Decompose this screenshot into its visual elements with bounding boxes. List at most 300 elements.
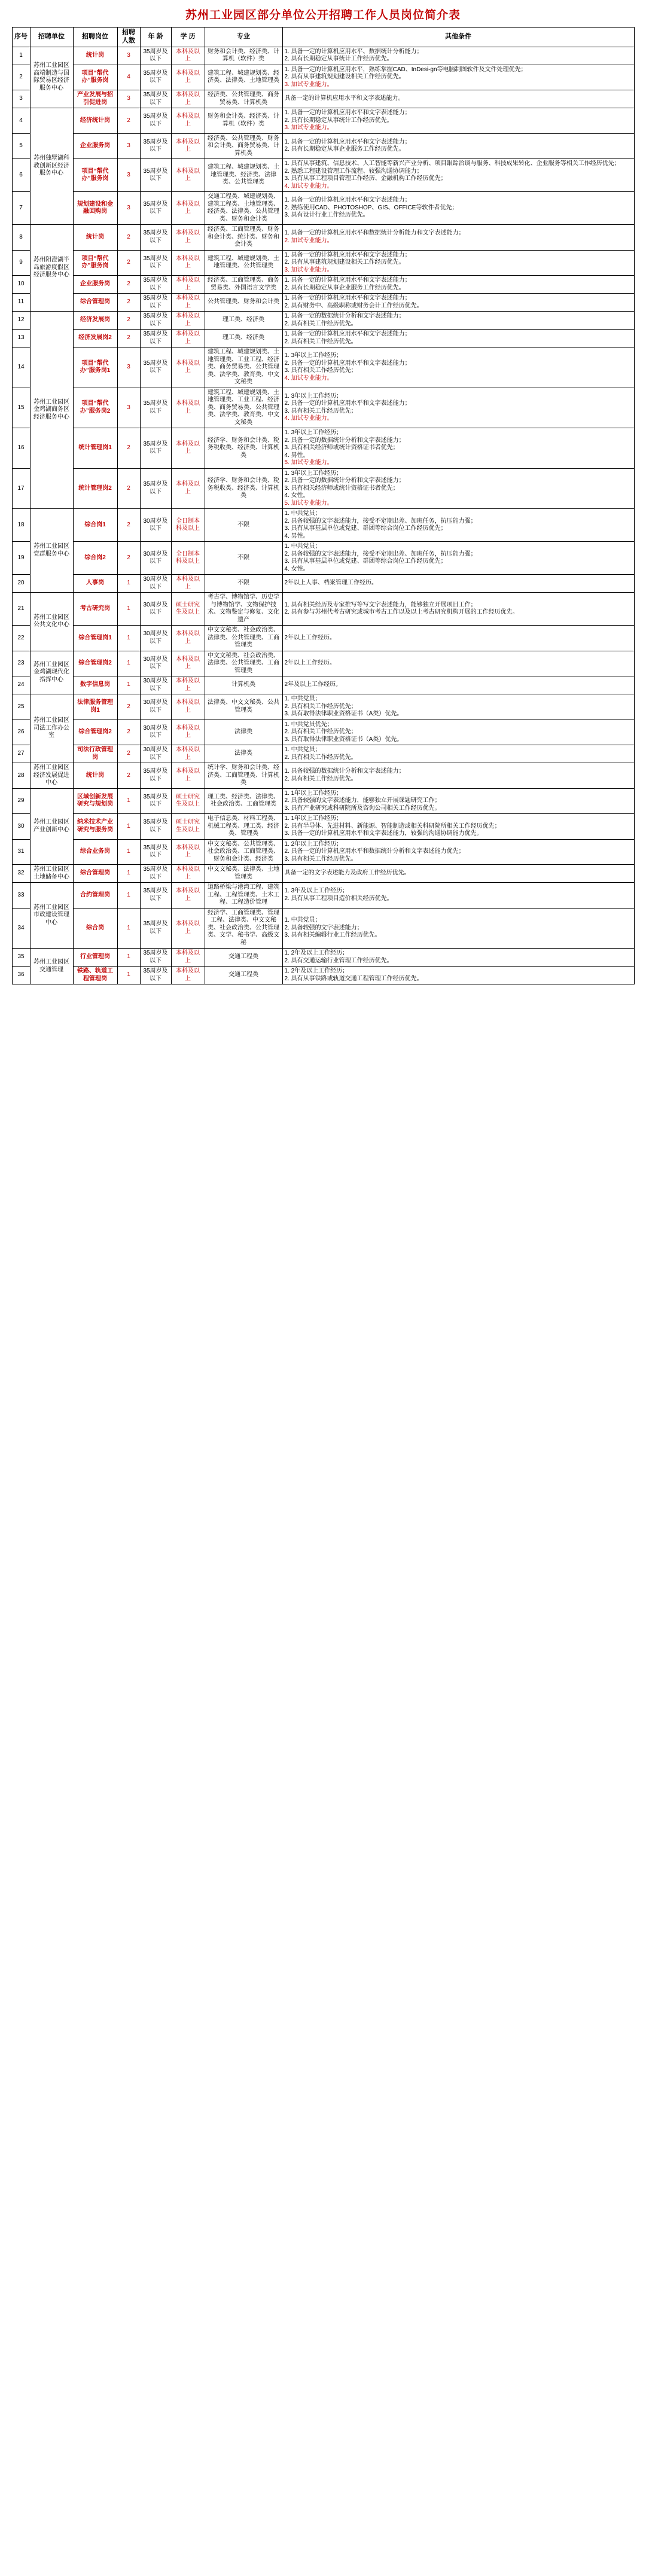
condition-line: 1. 中共党员； [284, 696, 321, 702]
job-positions-table [12, 27, 635, 984]
condition-line: 1. 具备一定的计算机应用水平和文字表述能力； [284, 197, 411, 204]
condition-line: 1. 具备一定的计算机应用水平和文字表述能力； [284, 295, 411, 301]
cell-age: 30周岁及以下 [140, 720, 171, 745]
cell-unit: 苏州工业园区市政建设管理中心 [30, 883, 73, 949]
condition-line: 2. 具有从事工程项目造价相关经历优先。 [284, 895, 393, 902]
cell-age: 35周岁及以下 [140, 839, 171, 865]
condition-line: 1. 3年以上工作经历； [284, 470, 343, 477]
cell-age: 35周岁及以下 [140, 967, 171, 984]
cell-post: 综合管理岗2 [73, 651, 117, 676]
condition-line: 2. 具有长期稳定从事企业服务工作经历优先。 [284, 284, 405, 291]
cell-post: 综合管理岗2 [73, 720, 117, 745]
condition-line: 1. 具备一定的计算机应用水平和文字表述能力； [284, 331, 411, 337]
condition-line: 1. 中共党员； [284, 917, 321, 923]
cell-age: 35周岁及以下 [140, 788, 171, 814]
cell-other-conditions [282, 468, 634, 509]
table-row [12, 676, 634, 694]
table-row [12, 745, 634, 763]
cell-post: 综合岗2 [73, 542, 117, 575]
cell-unit: 苏州工业园区党群服务中心 [30, 509, 73, 593]
cell-other-conditions [282, 883, 634, 909]
cell-post: 考古研究岗 [73, 593, 117, 626]
table-row [12, 388, 634, 428]
cell-age: 30周岁及以下 [140, 651, 171, 676]
cell-age: 35周岁及以下 [140, 192, 171, 225]
condition-line: 2. 具备较强的文字表述能力，接受不定期出差、加班任务，抗压能力强； [284, 550, 477, 557]
cell-num: 1 [117, 651, 140, 676]
cell-num: 2 [117, 108, 140, 134]
cell-num: 1 [117, 593, 140, 626]
cell-major: 建筑工程、城建规划类、土地管理类、公共管理类 [205, 250, 282, 276]
cell-num: 1 [117, 575, 140, 593]
cell-age: 35周岁及以下 [140, 90, 171, 108]
cell-major: 理工类、经济类 [205, 312, 282, 330]
table-row [12, 108, 634, 134]
cell-education: 本科及以上 [171, 745, 205, 763]
cell-seq: 4 [12, 108, 30, 134]
condition-line: 2. 具有相关工作经历优先； [284, 728, 357, 735]
cell-other-conditions [282, 312, 634, 330]
cell-seq: 16 [12, 428, 30, 469]
cell-age: 35周岁及以下 [140, 330, 171, 347]
cell-education: 本科及以上 [171, 225, 205, 251]
cell-post: 综合管理岗 [73, 294, 117, 312]
cell-seq: 17 [12, 468, 30, 509]
cell-num: 2 [117, 250, 140, 276]
condition-line: 2. 具有长期稳定从事统计工作经历优先。 [284, 56, 393, 62]
cell-num: 3 [117, 47, 140, 65]
cell-other-conditions [282, 814, 634, 840]
condition-line: 2. 熟练使用CAD、PHOTOSHOP、GIS、OFFICE等软件者优先； [284, 204, 458, 211]
condition-line: 2. 具有从事建筑规划建设相关工作经历优先。 [284, 74, 405, 80]
cell-major: 建筑工程、城建规划类、土地管理类、工业工程、经济类、商务贸易类、公共管理类、法学类、教育类、中文文秘类 [205, 388, 282, 428]
cell-num: 3 [117, 192, 140, 225]
table-header [12, 28, 634, 47]
cell-major: 不限 [205, 575, 282, 593]
condition-line: 1. 2年及以上工作经历； [284, 950, 349, 956]
cell-post: 经济统计岗 [73, 108, 117, 134]
table-row [12, 294, 634, 312]
cell-post: 项目“帮代办”服务岗1 [73, 347, 117, 388]
table-row [12, 883, 634, 909]
condition-line: 2. 具有长期稳定从事统计工作经历优先。 [284, 117, 393, 124]
cell-education: 本科及以上 [171, 312, 205, 330]
cell-seq: 2 [12, 65, 30, 90]
cell-major: 中文文秘类、法律类、土地管理类 [205, 865, 282, 883]
table-row [12, 276, 634, 294]
table-row [12, 908, 634, 949]
cell-education: 本科及以上 [171, 676, 205, 694]
cell-education: 本科及以上 [171, 294, 205, 312]
cell-major: 建筑工程、城建规划类、土地管理类、工业工程、经济类、商务贸易类、公共管理类、法学类、教育类、中文文秘类 [205, 347, 282, 388]
cell-seq: 19 [12, 542, 30, 575]
cell-num: 2 [117, 225, 140, 251]
condition-line: 2. 具有财务中、高级职称或财务会计工作经历优先。 [284, 302, 423, 309]
table-row [12, 65, 634, 90]
header-num: 招聘人数 [117, 28, 140, 47]
cell-age: 35周岁及以下 [140, 133, 171, 159]
cell-num: 2 [117, 312, 140, 330]
cell-education: 本科及以上 [171, 276, 205, 294]
table-row [12, 468, 634, 509]
condition-line: 2年以上人事、档案管理工作经历。 [284, 580, 378, 587]
cell-unit: 苏州独墅湖科教创新区经济服务中心 [30, 108, 73, 225]
condition-line: 具备一定的文字表述能力及政府工作经历优先。 [284, 870, 410, 877]
condition-line: 4. 女性。 [284, 492, 309, 499]
table-row [12, 312, 634, 330]
cell-other-conditions [282, 347, 634, 388]
cell-post: 产业发展与招引促进岗 [73, 90, 117, 108]
table-row [12, 192, 634, 225]
table-row [12, 651, 634, 676]
cell-age: 35周岁及以下 [140, 250, 171, 276]
cell-seq: 21 [12, 593, 30, 626]
cell-other-conditions [282, 428, 634, 469]
condition-line: 2. 具有相关工作经历优先； [284, 703, 357, 710]
cell-other-conditions [282, 839, 634, 865]
cell-major: 财务和会计类、经济类、计算机（软件）类 [205, 108, 282, 134]
table-row [12, 694, 634, 720]
cell-age: 35周岁及以下 [140, 159, 171, 192]
cell-other-conditions [282, 225, 634, 251]
cell-major: 交通工程类、城建规划类、建筑工程类、土地管理类、经济类、法律类、公共管理类、财务和会计类 [205, 192, 282, 225]
cell-education: 本科及以上 [171, 47, 205, 65]
cell-seq: 15 [12, 388, 30, 428]
cell-major: 中文文秘类、社会政治类、法律类、公共管理类、工商管理类 [205, 626, 282, 651]
table-row [12, 330, 634, 347]
cell-age: 30周岁及以下 [140, 575, 171, 593]
cell-age: 35周岁及以下 [140, 763, 171, 789]
table-row [12, 788, 634, 814]
cell-age: 30周岁及以下 [140, 694, 171, 720]
cell-seq: 35 [12, 949, 30, 967]
cell-post: 综合岗 [73, 908, 117, 949]
cell-age: 35周岁及以下 [140, 468, 171, 509]
cell-major: 中文文秘类、社会政治类、法律类、公共管理类、工商管理类 [205, 651, 282, 676]
cell-num: 3 [117, 347, 140, 388]
cell-other-conditions [282, 294, 634, 312]
cell-seq: 14 [12, 347, 30, 388]
table-row [12, 763, 634, 789]
condition-line: 3. 具有设计行业工作经历优先。 [284, 212, 369, 219]
cell-seq: 36 [12, 967, 30, 984]
condition-line: 4. 女性。 [284, 565, 309, 572]
cell-unit: 苏州工业园区金鸡湖现代化指挥中心 [30, 651, 73, 694]
cell-age: 35周岁及以下 [140, 225, 171, 251]
cell-num: 2 [117, 745, 140, 763]
condition-line: 1. 具有相关经历及专家推写等写文字表述能力，能够独立开展项目工作； [284, 601, 477, 608]
cell-num: 3 [117, 159, 140, 192]
cell-other-conditions [282, 90, 634, 108]
condition-line: 1. 1年以上工作经历； [284, 789, 343, 797]
cell-other-conditions [282, 865, 634, 883]
condition-line: 1. 具备一定的计算机应用水平和文字表述能力； [284, 138, 411, 145]
cell-education: 本科及以上 [171, 330, 205, 347]
cell-post: 统计管理岗2 [73, 468, 117, 509]
table-row [12, 47, 634, 65]
cell-num: 1 [117, 908, 140, 949]
cell-age: 30周岁及以下 [140, 509, 171, 542]
condition-line: 2年以上工作经历。 [284, 660, 336, 666]
header-row [12, 28, 634, 47]
condition-line: 1. 3年以上工作经历； [284, 352, 343, 359]
cell-seq: 11 [12, 294, 30, 312]
condition-line: 4. 加试专业能力。 [284, 415, 333, 422]
cell-other-conditions [282, 788, 634, 814]
table-row [12, 593, 634, 626]
condition-line: 2. 具有从事建筑规划建设相关工作经历优先。 [284, 259, 405, 266]
cell-seq: 24 [12, 676, 30, 694]
cell-age: 35周岁及以下 [140, 428, 171, 469]
condition-line: 4. 男性。 [284, 452, 309, 459]
cell-education: 本科及以上 [171, 651, 205, 676]
cell-num: 1 [117, 676, 140, 694]
condition-line: 4. 加试专业能力。 [284, 182, 333, 190]
cell-other-conditions [282, 575, 634, 593]
table-row [12, 720, 634, 745]
cell-age: 35周岁及以下 [140, 65, 171, 90]
condition-line: 2. 具备一定的数据统计分析和文字表述能力； [284, 437, 405, 444]
cell-other-conditions [282, 330, 634, 347]
cell-post: 规划建设和金融回购岗 [73, 192, 117, 225]
cell-education: 本科及以上 [171, 133, 205, 159]
condition-line: 2年及以上工作经历。 [284, 681, 342, 688]
cell-post: 区域创新发展研究与规划岗 [73, 788, 117, 814]
condition-line: 2. 具备一定的计算机应用水平和文字表述能力； [284, 359, 411, 367]
cell-num: 3 [117, 388, 140, 428]
table-row [12, 575, 634, 593]
cell-education: 本科及以上 [171, 388, 205, 428]
cell-post: 项目“帮代办”服务岗 [73, 159, 117, 192]
cell-num: 1 [117, 626, 140, 651]
cell-post: 综合管理岗1 [73, 626, 117, 651]
header-edu: 学 历 [171, 28, 205, 47]
cell-age: 30周岁及以下 [140, 676, 171, 694]
cell-major: 建筑工程、城建规划类、经济类、法律类、土地管理类 [205, 65, 282, 90]
cell-unit: 苏州工业园区经济发展促进中心 [30, 763, 73, 789]
cell-major: 建筑工程、城建规划类、土地管理类、经济类、法律类、公共管理类 [205, 159, 282, 192]
cell-education: 本科及以上 [171, 90, 205, 108]
cell-seq: 3 [12, 90, 30, 108]
table-row [12, 865, 634, 883]
cell-seq: 7 [12, 192, 30, 225]
cell-unit: 苏州工业园区金鸡湖商务区经济服务中心 [30, 312, 73, 509]
cell-post: 行业管理岗 [73, 949, 117, 967]
cell-post: 经济发展岗 [73, 312, 117, 330]
cell-num: 2 [117, 694, 140, 720]
cell-post: 司法行政管理岗 [73, 745, 117, 763]
cell-seq: 25 [12, 694, 30, 720]
cell-seq: 29 [12, 788, 30, 814]
condition-line: 4. 加试专业能力。 [284, 374, 333, 382]
cell-other-conditions [282, 192, 634, 225]
condition-line: 1. 具备一定的数据统计分析和文字表述能力； [284, 313, 405, 319]
cell-major: 经济学、工商管理类、管理工程、法律类、中文文秘类、社会政治类、公共管理类、文学、秘书学、高级文秘 [205, 908, 282, 949]
cell-major: 道路桥梁与港湾工程、建筑工程、工程管理类、土木工程、工程造价管理 [205, 883, 282, 909]
condition-line: 2年以上工作经历。 [284, 634, 336, 641]
condition-line: 3. 加试专业能力。 [284, 81, 333, 88]
cell-seq: 20 [12, 575, 30, 593]
cell-num: 1 [117, 814, 140, 840]
cell-age: 35周岁及以下 [140, 294, 171, 312]
cell-major: 经济学、财务和会计类、税务税收类、经济类、计算机类 [205, 468, 282, 509]
condition-line: 1. 具备一定的计算机应用水平和数据统计分析能力和文字表述能力； [284, 230, 465, 237]
cell-other-conditions [282, 133, 634, 159]
cell-post: 统计岗 [73, 47, 117, 65]
cell-num: 2 [117, 542, 140, 575]
cell-post: 综合业务岗 [73, 839, 117, 865]
cell-age: 35周岁及以下 [140, 949, 171, 967]
cell-age: 35周岁及以下 [140, 347, 171, 388]
cell-education: 本科及以上 [171, 883, 205, 909]
cell-education: 硕士研究生及以上 [171, 814, 205, 840]
cell-education: 本科及以上 [171, 159, 205, 192]
condition-line: 2. 具有相关工作经历优先。 [284, 754, 357, 761]
cell-seq: 6 [12, 159, 30, 192]
cell-education: 本科及以上 [171, 967, 205, 984]
cell-education: 本科及以上 [171, 347, 205, 388]
cell-education: 本科及以上 [171, 949, 205, 967]
cell-age: 35周岁及以下 [140, 312, 171, 330]
cell-num: 2 [117, 330, 140, 347]
condition-line: 4. 男性。 [284, 532, 309, 539]
condition-line: 1. 中共党员； [284, 746, 321, 753]
condition-line: 1. 具备一定的计算机应用水平、数据统计分析能力； [284, 48, 423, 55]
condition-line: 2. 具有相关工作经历优先。 [284, 320, 357, 327]
header-post: 招聘岗位 [73, 28, 117, 47]
cell-post: 项目“帮代办”服务岗 [73, 250, 117, 276]
cell-num: 3 [117, 133, 140, 159]
cell-age: 30周岁及以下 [140, 542, 171, 575]
cell-other-conditions [282, 159, 634, 192]
condition-line: 2. 具有长期稳定从事企业服务工作经历优先。 [284, 146, 405, 153]
table-row [12, 90, 634, 108]
condition-line: 具备一定的计算机应用水平和文字表述能力。 [284, 95, 404, 102]
condition-line: 5. 加试专业能力。 [284, 459, 333, 466]
header-other: 其他条件 [282, 28, 634, 47]
condition-line: 1. 1年以上工作经历； [284, 815, 343, 822]
cell-age: 35周岁及以下 [140, 814, 171, 840]
cell-post: 人事岗 [73, 575, 117, 593]
cell-num: 2 [117, 428, 140, 469]
cell-major: 交通工程类 [205, 967, 282, 984]
cell-num: 1 [117, 967, 140, 984]
cell-num: 2 [117, 720, 140, 745]
cell-other-conditions [282, 967, 634, 984]
cell-education: 本科及以上 [171, 626, 205, 651]
cell-seq: 18 [12, 509, 30, 542]
cell-major: 财务和会计类、经济类、计算机（软件）类 [205, 47, 282, 65]
cell-other-conditions [282, 626, 634, 651]
condition-line: 3. 具有相关工作经历优先； [284, 407, 357, 414]
table-row [12, 814, 634, 840]
cell-other-conditions [282, 276, 634, 294]
condition-line: 1. 具备一定的计算机应用水平，熟练掌握CAD、InDesi-gn等电脑制图软件及文件处理优先； [284, 66, 527, 73]
condition-line: 3. 加试专业能力。 [284, 266, 333, 273]
cell-education: 本科及以上 [171, 720, 205, 745]
cell-education: 本科及以上 [171, 108, 205, 134]
table-row [12, 542, 634, 575]
condition-line: 1. 中共党员； [284, 510, 321, 517]
header-major: 专业 [205, 28, 282, 47]
cell-major: 经济类、公共管理类、财务和会计类、商务贸易类、计算机类 [205, 133, 282, 159]
cell-post: 合约管理岗 [73, 883, 117, 909]
condition-line: 3. 具有从事基层单位或党建、群团等综合岗位工作经历优先； [284, 525, 447, 532]
header-seq: 序号 [12, 28, 30, 47]
condition-line: 1. 具有从事建筑、信息技术、人工智能等新兴产业分析、项目跟踪洽谈与服务、科技成果转化、企业服务等相关工作经历优先； [284, 160, 620, 167]
cell-age: 30周岁及以下 [140, 745, 171, 763]
cell-major: 计算机类 [205, 676, 282, 694]
condition-line: 2. 具备一定的计算机应用水平和文字表述能力； [284, 400, 411, 407]
condition-line: 2. 具备较强的文字表述能力，能够独立开展课题研究工作； [284, 797, 441, 804]
condition-line: 5. 加试专业能力。 [284, 499, 333, 507]
condition-line: 3. 具有产业研究或科研院所及咨询公司相关工作经历优先。 [284, 804, 441, 812]
header-unit: 招聘单位 [30, 28, 73, 47]
cell-age: 35周岁及以下 [140, 865, 171, 883]
cell-major: 理工类、经济类、法律类、社会政治类、工商管理类 [205, 788, 282, 814]
cell-unit: 苏州工业园区公共文化中心 [30, 593, 73, 651]
cell-major: 不限 [205, 509, 282, 542]
cell-post: 企业服务岗 [73, 133, 117, 159]
cell-seq: 28 [12, 763, 30, 789]
cell-seq: 23 [12, 651, 30, 676]
cell-num: 1 [117, 883, 140, 909]
cell-major: 统计学、财务和会计类、经济类、工商管理类、计算机类 [205, 763, 282, 789]
cell-unit: 苏州工业园区高端制造与国际贸易区经济服务中心 [30, 47, 73, 108]
condition-line: 1. 2年以上工作经历； [284, 840, 343, 848]
cell-major: 法律类 [205, 745, 282, 763]
cell-major: 经济类、公共管理类、商务贸易类、计算机类 [205, 90, 282, 108]
cell-other-conditions [282, 694, 634, 720]
cell-education: 本科及以上 [171, 250, 205, 276]
table-row [12, 509, 634, 542]
condition-line: 2. 具有半导体、先进材料、新能源、智能制造或相关科研院所相关工作经历优先； [284, 822, 501, 830]
condition-line: 1. 3年以上工作经历； [284, 429, 343, 436]
cell-post: 统计管理岗1 [73, 428, 117, 469]
cell-other-conditions [282, 908, 634, 949]
cell-education: 硕士研究生及以上 [171, 593, 205, 626]
cell-major: 经济学、财务和会计类、税务税收类、经济类、计算机类 [205, 428, 282, 469]
cell-post: 综合岗1 [73, 509, 117, 542]
cell-education: 本科及以上 [171, 468, 205, 509]
cell-other-conditions [282, 745, 634, 763]
cell-post: 纳米技术产业研究与服务岗 [73, 814, 117, 840]
table-body [12, 47, 634, 984]
table-row [12, 347, 634, 388]
cell-post: 项目“帮代办”服务岗2 [73, 388, 117, 428]
cell-major: 考古学、博物馆学、历史学与博物馆学、文物保护技术、文物鉴定与修复、文化遗产 [205, 593, 282, 626]
cell-num: 2 [117, 276, 140, 294]
cell-seq: 22 [12, 626, 30, 651]
cell-unit: 苏州工业园区土地储备中心 [30, 865, 73, 883]
cell-age: 35周岁及以下 [140, 108, 171, 134]
condition-line: 3. 具有取得法律职业资格证书（A类）优先。 [284, 736, 403, 743]
cell-other-conditions [282, 108, 634, 134]
cell-major: 公共管理类、财务和会计类 [205, 294, 282, 312]
cell-post: 企业服务岗 [73, 276, 117, 294]
cell-seq: 1 [12, 47, 30, 65]
cell-other-conditions [282, 542, 634, 575]
cell-education: 本科及以上 [171, 763, 205, 789]
condition-line: 2. 具有交通运输行业管理工作经历优先。 [284, 957, 393, 964]
cell-seq: 33 [12, 883, 30, 909]
cell-major: 经济类、工商管理类、财务和会计类、统计类、财务和会计类 [205, 225, 282, 251]
cell-unit: 苏州阳澄湖半岛旅游度假区经济服务中心 [30, 225, 73, 312]
cell-seq: 13 [12, 330, 30, 347]
cell-major: 中文文秘类、公共管理类、社会政治类、工商管理类、财务和会计类、经济类 [205, 839, 282, 865]
cell-education: 本科及以上 [171, 65, 205, 90]
cell-other-conditions [282, 388, 634, 428]
